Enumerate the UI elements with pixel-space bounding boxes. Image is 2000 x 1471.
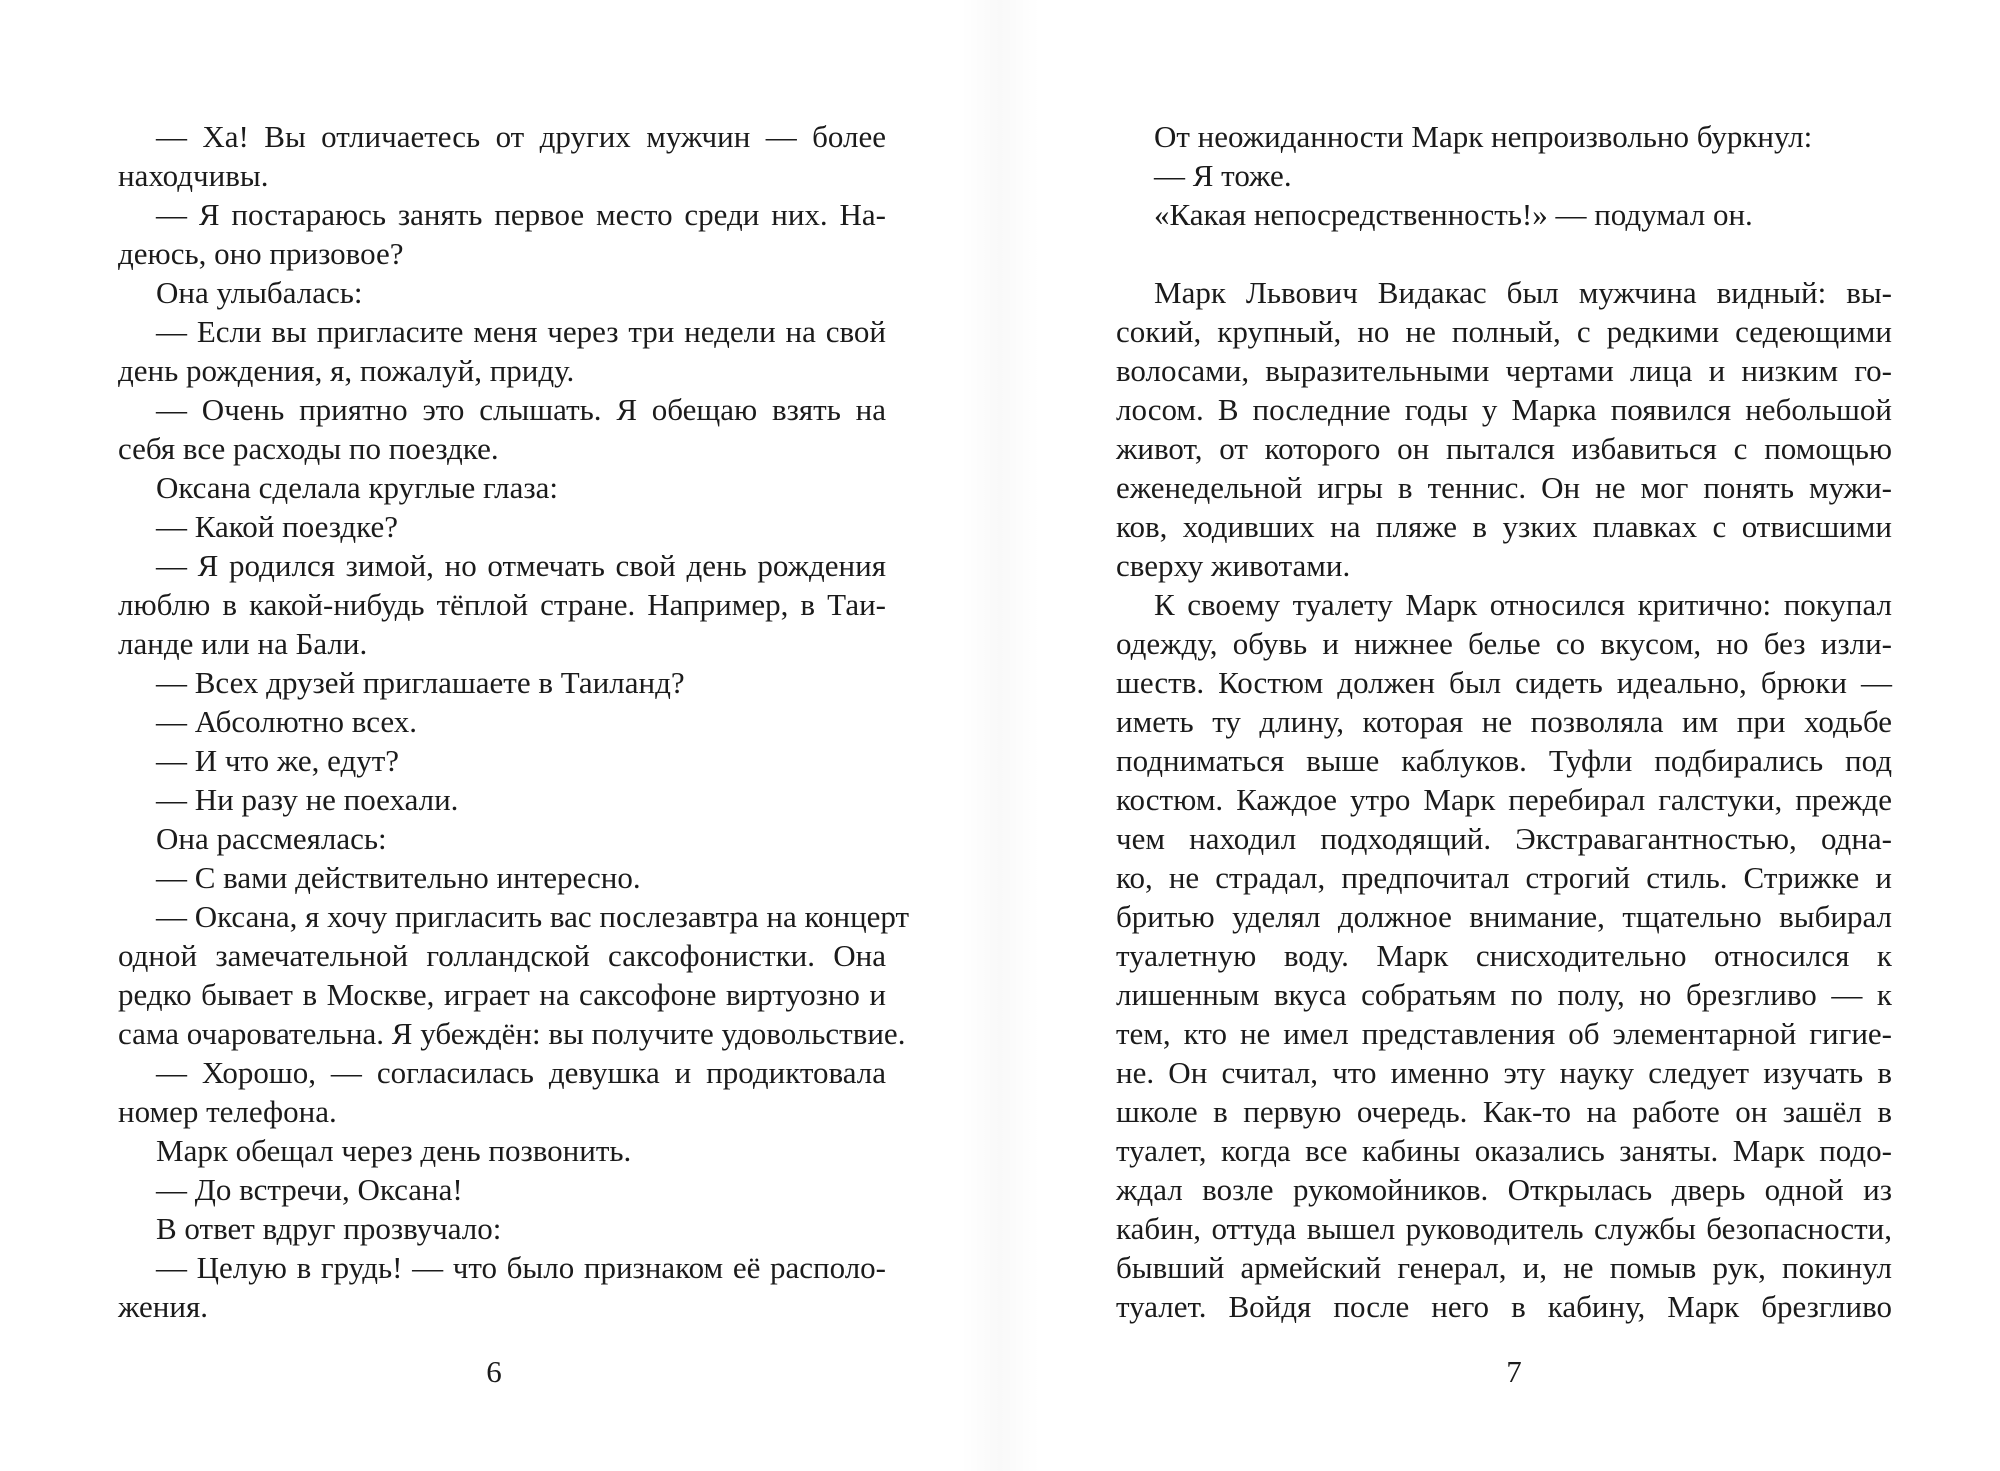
right-page	[1000, 0, 2000, 1471]
text-line: — Я родился зимой, но отмечать свой день рождения	[156, 548, 886, 583]
text-line: лишенным вкуса собратьям по полу, но брезгливо — к	[1116, 977, 1892, 1012]
text-line: жения.	[118, 1289, 208, 1324]
text-line: одежду, обувь и нижнее белье со вкусом, но без изли-	[1116, 626, 1892, 661]
text-line: ко, не страдал, предпочитал строгий стиль. Стрижке и	[1116, 860, 1892, 895]
text-line: редко бывает в Москве, играет на саксофоне виртуозно и	[118, 977, 886, 1012]
text-line: туалет. Войдя после него в кабину, Марк брезгливо	[1116, 1289, 1892, 1324]
text-line: тем, кто не имел представления об элементарной гигие-	[1116, 1016, 1892, 1051]
text-line: В ответ вдруг прозвучало:	[156, 1211, 502, 1246]
text-line: школе в первую очередь. Как-то на работе он зашёл в	[1116, 1094, 1892, 1129]
text-line: волосами, выразительными чертами лица и низким го-	[1116, 353, 1892, 388]
text-line: — Если вы пригласите меня через три недели на свой	[156, 314, 886, 349]
text-line: одной замечательной голландской саксофонистки. Она	[118, 938, 886, 973]
text-line: живот, от которого он пытался избавиться с помощью	[1116, 431, 1892, 466]
text-line: — Ни разу не поехали.	[156, 782, 459, 817]
text-line: — Очень приятно это слышать. Я обещаю взять на	[156, 392, 886, 427]
text-line: — Абсолютно всех.	[156, 704, 417, 739]
text-line: — С вами действительно интересно.	[156, 860, 641, 895]
text-line: — Оксана, я хочу пригласить вас послезавтра на концерт	[156, 899, 910, 934]
text-line: день рождения, я, пожалуй, приду.	[118, 353, 575, 388]
text-line: Оксана сделала круглые глаза:	[156, 470, 559, 505]
text-line: — Какой поездке?	[156, 509, 398, 544]
text-line: чем находил подходящий. Экстравагантностью, одна-	[1116, 821, 1892, 856]
text-line: Она рассмеялась:	[156, 821, 387, 856]
text-line: ждал возле рукомойников. Открылась дверь одной из	[1116, 1172, 1892, 1207]
text-line: — Ха! Вы отличаетесь от других мужчин — более	[156, 119, 886, 154]
text-line: бывший армейский генерал, и, не помыв рук, покинул	[1116, 1250, 1892, 1285]
text-line: — Хорошо, — согласилась девушка и продиктовала	[156, 1055, 886, 1090]
left-page-number: 6	[486, 1354, 502, 1389]
text-line: туалетную воду. Марк снисходительно относился к	[1116, 938, 1892, 973]
text-line: Она улыбалась:	[156, 275, 363, 310]
text-line: люблю в какой-нибудь тёплой стране. Например, в Таи-	[118, 587, 886, 622]
text-line: туалет, когда все кабины оказались заняты. Марк подо-	[1116, 1133, 1892, 1168]
text-line: — Я постараюсь занять первое место среди них. На-	[156, 197, 886, 232]
text-line: подниматься выше каблуков. Туфли подбирались под	[1116, 743, 1892, 778]
text-line: К своему туалету Марк относился критично: покупал	[1154, 587, 1892, 622]
text-line: — И что же, едут?	[156, 743, 400, 778]
text-line: — Я тоже.	[1154, 158, 1292, 193]
text-line: костюм. Каждое утро Марк перебирал галстуки, прежде	[1116, 782, 1892, 817]
text-line: сама очаровательна. Я убеждён: вы получите удовольствие.	[118, 1016, 906, 1051]
paragraph-gap	[1116, 234, 1892, 273]
text-line: номер телефона.	[118, 1094, 337, 1129]
text-line: сокий, крупный, но не полный, с редкими седеющими	[1116, 314, 1892, 349]
text-line: «Какая непосредственность!» — подумал он.	[1154, 197, 1753, 232]
left-page-text	[118, 117, 910, 1326]
text-line: лосом. В последние годы у Марка появился небольшой	[1116, 392, 1892, 427]
right-page-text	[1116, 117, 1892, 1326]
text-line: ланде или на Бали.	[118, 626, 368, 661]
text-line: кабин, оттуда вышел руководитель службы безопасности,	[1116, 1211, 1892, 1246]
text-line: находчивы.	[118, 158, 269, 193]
text-line: бритью уделял должное внимание, тщательно выбирал	[1116, 899, 1892, 934]
text-line: Марк обещал через день позвонить.	[156, 1133, 632, 1168]
text-line: От неожиданности Марк непроизвольно буркнул:	[1154, 119, 1813, 154]
text-line: — Целую в грудь! — что было признаком её располо-	[156, 1250, 886, 1285]
text-line: ков, ходивших на пляже в узких плавках с отвисшими	[1116, 509, 1892, 544]
text-line: еженедельной игры в теннис. Он не мог понять мужи-	[1116, 470, 1892, 505]
text-line: — Всех друзей приглашаете в Таиланд?	[156, 665, 685, 700]
right-page-number: 7	[1506, 1354, 1522, 1389]
text-line: не. Он считал, что именно эту науку следует изучать в	[1116, 1055, 1892, 1090]
text-line: деюсь, оно призовое?	[118, 236, 404, 271]
text-line: иметь ту длину, которая не позволяла им при ходьбе	[1116, 704, 1892, 739]
text-line: сверху животами.	[1116, 548, 1351, 583]
text-line: шеств. Костюм должен был сидеть идеально, брюки —	[1116, 665, 1892, 700]
text-line: — До встречи, Оксана!	[156, 1172, 463, 1207]
text-line: Марк Львович Видакас был мужчина видный: вы-	[1154, 275, 1892, 310]
text-line: себя все расходы по поездке.	[118, 431, 499, 466]
